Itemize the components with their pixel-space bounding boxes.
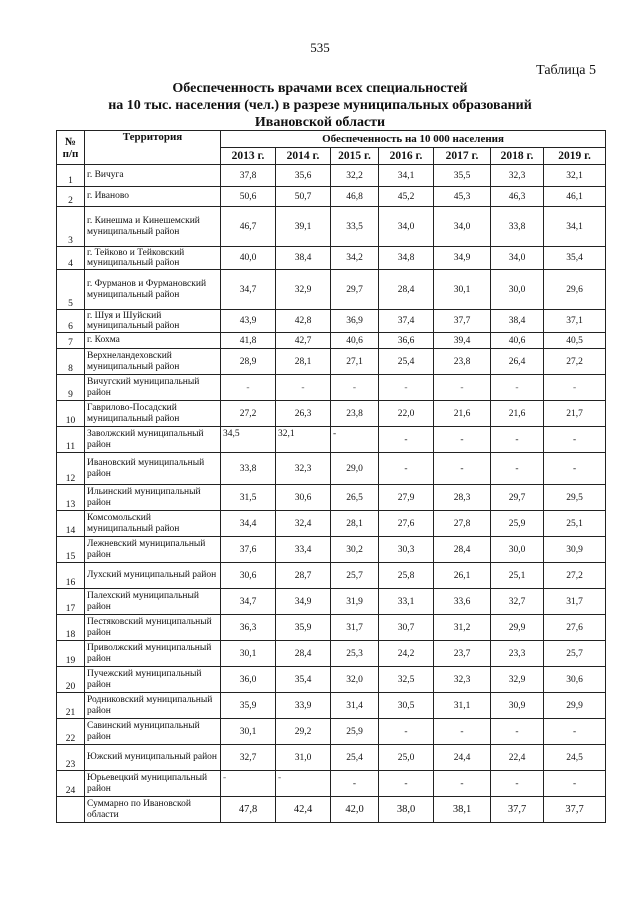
value-cell: 29,2	[276, 719, 331, 745]
territory-name: Заволжский муниципальный район	[85, 427, 221, 453]
value-cell: 45,2	[379, 187, 434, 207]
row-number: 21	[57, 693, 85, 719]
value-cell: 42,4	[276, 797, 331, 823]
table-row	[57, 453, 606, 485]
value-cell: 28,7	[276, 563, 331, 589]
value-cell: 34,7	[221, 270, 276, 310]
value-cell: 37,7	[544, 797, 606, 823]
table-row	[57, 641, 606, 667]
value-cell: 28,4	[276, 641, 331, 667]
value-cell: -	[276, 771, 331, 797]
value-cell: 27,9	[379, 485, 434, 511]
value-cell: 25,4	[331, 745, 379, 771]
value-cell: -	[491, 427, 544, 453]
territory-name: г. Вичуга	[85, 165, 221, 187]
value-cell: 27,2	[544, 349, 606, 375]
value-cell: 21,7	[544, 401, 606, 427]
value-cell: 35,9	[276, 615, 331, 641]
value-cell: 21,6	[491, 401, 544, 427]
value-cell: 27,6	[544, 615, 606, 641]
value-cell: 46,7	[221, 207, 276, 247]
value-cell: 38,0	[379, 797, 434, 823]
value-cell: 35,9	[221, 693, 276, 719]
row-number: 6	[57, 310, 85, 333]
value-cell: 31,1	[434, 693, 491, 719]
value-cell: 33,6	[434, 589, 491, 615]
value-cell: -	[434, 453, 491, 485]
value-cell: -	[491, 719, 544, 745]
row-number: 20	[57, 667, 85, 693]
value-cell: 24,5	[544, 745, 606, 771]
territory-name: Юрьевецкий муниципальный район	[85, 771, 221, 797]
territory-name: Лежневский муниципальный район	[85, 537, 221, 563]
value-cell: -	[491, 771, 544, 797]
table-row	[57, 333, 606, 349]
value-cell: -	[276, 375, 331, 401]
value-cell: 30,6	[276, 485, 331, 511]
territory-name: Пестяковский муниципальный район	[85, 615, 221, 641]
territory-name: Ильинский муниципальный район	[85, 485, 221, 511]
value-cell: -	[434, 719, 491, 745]
value-cell: 31,9	[331, 589, 379, 615]
header-year: 2013 г.	[221, 148, 276, 165]
value-cell: -	[379, 771, 434, 797]
value-cell: 50,7	[276, 187, 331, 207]
row-number: 13	[57, 485, 85, 511]
row-number: 2	[57, 187, 85, 207]
value-cell: -	[544, 375, 606, 401]
value-cell: 25,3	[331, 641, 379, 667]
value-cell: 21,6	[434, 401, 491, 427]
row-number: 10	[57, 401, 85, 427]
value-cell: 30,1	[221, 641, 276, 667]
value-cell: 38,1	[434, 797, 491, 823]
territory-name: Суммарно по Ивановской области	[85, 797, 221, 823]
value-cell: -	[331, 771, 379, 797]
row-number: 1	[57, 165, 85, 187]
value-cell: 32,9	[491, 667, 544, 693]
value-cell: 32,9	[276, 270, 331, 310]
value-cell: 46,3	[491, 187, 544, 207]
value-cell: 34,0	[434, 207, 491, 247]
territory-name: Родниковский муниципальный район	[85, 693, 221, 719]
value-cell: 35,4	[276, 667, 331, 693]
value-cell: 32,3	[491, 165, 544, 187]
row-number: 11	[57, 427, 85, 453]
value-cell: 29,9	[491, 615, 544, 641]
territory-name: г. Иваново	[85, 187, 221, 207]
value-cell: 26,5	[331, 485, 379, 511]
value-cell: -	[434, 375, 491, 401]
value-cell: 28,3	[434, 485, 491, 511]
header-year: 2016 г.	[379, 148, 434, 165]
value-cell: 24,2	[379, 641, 434, 667]
row-number: 9	[57, 375, 85, 401]
value-cell: 30,1	[434, 270, 491, 310]
row-number: 24	[57, 771, 85, 797]
value-cell: 36,0	[221, 667, 276, 693]
value-cell: 40,5	[544, 333, 606, 349]
value-cell: 40,6	[491, 333, 544, 349]
value-cell: 30,6	[221, 563, 276, 589]
value-cell: 34,9	[434, 247, 491, 270]
value-cell: 26,1	[434, 563, 491, 589]
value-cell: 32,3	[276, 453, 331, 485]
territory-name: Верхнеландеховский муниципальный район	[85, 349, 221, 375]
row-number: 23	[57, 745, 85, 771]
value-cell: 34,5	[221, 427, 276, 453]
territory-name: Южский муниципальный район	[85, 745, 221, 771]
value-cell: -	[331, 427, 379, 453]
table-row	[57, 401, 606, 427]
value-cell: 25,0	[379, 745, 434, 771]
territory-name: Савинский муниципальный район	[85, 719, 221, 745]
value-cell: 37,1	[544, 310, 606, 333]
value-cell: -	[379, 453, 434, 485]
value-cell: 36,6	[379, 333, 434, 349]
table-label: Таблица 5	[536, 63, 596, 78]
value-cell: 39,1	[276, 207, 331, 247]
value-cell: 28,4	[434, 537, 491, 563]
value-cell: 50,6	[221, 187, 276, 207]
value-cell: 36,9	[331, 310, 379, 333]
territory-name: Палехский муниципальный район	[85, 589, 221, 615]
value-cell: 29,7	[491, 485, 544, 511]
table-row	[57, 719, 606, 745]
value-cell: 31,0	[276, 745, 331, 771]
value-cell: 30,9	[544, 537, 606, 563]
value-cell: -	[379, 719, 434, 745]
value-cell: 32,2	[331, 165, 379, 187]
table-row	[57, 771, 606, 797]
table-row	[57, 375, 606, 401]
territory-name: Пучежский муниципальный район	[85, 667, 221, 693]
territory-name: г. Тейково и Тейковский муниципальный район	[85, 247, 221, 270]
value-cell: 39,4	[434, 333, 491, 349]
table-row	[57, 207, 606, 247]
row-number: 22	[57, 719, 85, 745]
value-cell: 30,9	[491, 693, 544, 719]
table-row	[57, 589, 606, 615]
value-cell: 31,5	[221, 485, 276, 511]
value-cell: 35,5	[434, 165, 491, 187]
table-row	[57, 187, 606, 207]
value-cell: 40,6	[331, 333, 379, 349]
title-line: Обеспеченность врачами всех специальностей	[172, 81, 468, 96]
header-territory: Территория	[85, 131, 221, 165]
value-cell: 33,9	[276, 693, 331, 719]
value-cell: 30,0	[491, 537, 544, 563]
table-row	[57, 667, 606, 693]
value-cell: 34,1	[544, 207, 606, 247]
value-cell: 36,3	[221, 615, 276, 641]
row-number: 8	[57, 349, 85, 375]
value-cell: -	[379, 427, 434, 453]
value-cell: 25,7	[544, 641, 606, 667]
value-cell: 24,4	[434, 745, 491, 771]
value-cell: 33,4	[276, 537, 331, 563]
value-cell: 29,6	[544, 270, 606, 310]
territory-name: Приволжский муниципальный район	[85, 641, 221, 667]
territory-name: Комсомольский муниципальный район	[85, 511, 221, 537]
value-cell: 25,9	[491, 511, 544, 537]
value-cell: 46,1	[544, 187, 606, 207]
value-cell: 28,9	[221, 349, 276, 375]
value-cell: 34,2	[331, 247, 379, 270]
header-year: 2017 г.	[434, 148, 491, 165]
value-cell: 25,4	[379, 349, 434, 375]
value-cell: 37,6	[221, 537, 276, 563]
territory-name: г. Шуя и Шуйский муниципальный район	[85, 310, 221, 333]
value-cell: 33,8	[491, 207, 544, 247]
value-cell: -	[544, 719, 606, 745]
row-number: 3	[57, 207, 85, 247]
value-cell: 41,8	[221, 333, 276, 349]
table-row	[57, 615, 606, 641]
value-cell: 42,7	[276, 333, 331, 349]
row-number: 18	[57, 615, 85, 641]
table-row	[57, 247, 606, 270]
row-number: 4	[57, 247, 85, 270]
territory-name: г. Кинешма и Кинешемский муниципальный район	[85, 207, 221, 247]
value-cell: -	[434, 771, 491, 797]
row-number: 19	[57, 641, 85, 667]
value-cell: 33,1	[379, 589, 434, 615]
value-cell: 29,7	[331, 270, 379, 310]
value-cell: 28,4	[379, 270, 434, 310]
table-row	[57, 349, 606, 375]
value-cell: 32,3	[434, 667, 491, 693]
table-row	[57, 537, 606, 563]
row-number: 12	[57, 453, 85, 485]
territory-name: Ивановский муниципальный район	[85, 453, 221, 485]
value-cell: 25,1	[544, 511, 606, 537]
territory-name: Лухский муниципальный район	[85, 563, 221, 589]
value-cell: 32,7	[491, 589, 544, 615]
value-cell: 34,0	[491, 247, 544, 270]
value-cell: 43,9	[221, 310, 276, 333]
doctors-per-10000-table	[56, 130, 606, 823]
value-cell: 37,7	[491, 797, 544, 823]
value-cell: 33,5	[331, 207, 379, 247]
table-row	[57, 745, 606, 771]
value-cell: 30,6	[544, 667, 606, 693]
row-number: 16	[57, 563, 85, 589]
document-title	[0, 80, 640, 131]
value-cell: 31,4	[331, 693, 379, 719]
header-year: 2014 г.	[276, 148, 331, 165]
value-cell: 30,1	[221, 719, 276, 745]
value-cell: 37,8	[221, 165, 276, 187]
table-row	[57, 270, 606, 310]
row-number: 7	[57, 333, 85, 349]
value-cell: 29,0	[331, 453, 379, 485]
value-cell: 37,4	[379, 310, 434, 333]
territory-name: Гаврилово-Посадский муниципальный район	[85, 401, 221, 427]
value-cell: -	[434, 427, 491, 453]
row-number: 15	[57, 537, 85, 563]
value-cell: 32,1	[544, 165, 606, 187]
table-row	[57, 693, 606, 719]
header-number: № п/п	[57, 131, 85, 165]
value-cell: 23,3	[491, 641, 544, 667]
table-row	[57, 563, 606, 589]
value-cell: 34,0	[379, 207, 434, 247]
value-cell: 27,1	[331, 349, 379, 375]
value-cell: 34,1	[379, 165, 434, 187]
row-number: 14	[57, 511, 85, 537]
table-row	[57, 165, 606, 187]
value-cell: 42,8	[276, 310, 331, 333]
value-cell: 30,2	[331, 537, 379, 563]
row-number: 17	[57, 589, 85, 615]
value-cell: 32,7	[221, 745, 276, 771]
header-provision-group: Обеспеченность на 10 000 населения	[221, 131, 606, 148]
value-cell: 30,3	[379, 537, 434, 563]
value-cell: 40,0	[221, 247, 276, 270]
value-cell: 27,2	[221, 401, 276, 427]
value-cell: 46,8	[331, 187, 379, 207]
value-cell: 34,8	[379, 247, 434, 270]
header-year: 2015 г.	[331, 148, 379, 165]
value-cell: 30,0	[491, 270, 544, 310]
value-cell: 27,2	[544, 563, 606, 589]
value-cell: 30,7	[379, 615, 434, 641]
value-cell: 22,0	[379, 401, 434, 427]
value-cell: 22,4	[491, 745, 544, 771]
value-cell: 31,7	[331, 615, 379, 641]
value-cell: 29,5	[544, 485, 606, 511]
value-cell: 23,7	[434, 641, 491, 667]
value-cell: 32,0	[331, 667, 379, 693]
value-cell: 28,1	[276, 349, 331, 375]
value-cell: 37,7	[434, 310, 491, 333]
value-cell: 27,8	[434, 511, 491, 537]
table-row	[57, 427, 606, 453]
table-row	[57, 511, 606, 537]
value-cell: -	[221, 771, 276, 797]
value-cell: 42,0	[331, 797, 379, 823]
value-cell: -	[544, 427, 606, 453]
value-cell: -	[331, 375, 379, 401]
value-cell: 23,8	[331, 401, 379, 427]
value-cell: 30,5	[379, 693, 434, 719]
header-year: 2019 г.	[544, 148, 606, 165]
value-cell: -	[379, 375, 434, 401]
territory-name: г. Кохма	[85, 333, 221, 349]
value-cell: 25,8	[379, 563, 434, 589]
value-cell: 35,6	[276, 165, 331, 187]
value-cell: 25,9	[331, 719, 379, 745]
value-cell: -	[491, 375, 544, 401]
value-cell: 33,8	[221, 453, 276, 485]
value-cell: 34,4	[221, 511, 276, 537]
value-cell: 34,9	[276, 589, 331, 615]
title-line: на 10 тыс. населения (чел.) в разрезе муниципальных образований	[108, 98, 532, 113]
value-cell: -	[221, 375, 276, 401]
value-cell: 25,7	[331, 563, 379, 589]
value-cell: 23,8	[434, 349, 491, 375]
value-cell: 26,3	[276, 401, 331, 427]
value-cell: 38,4	[491, 310, 544, 333]
value-cell: 26,4	[491, 349, 544, 375]
table-row	[57, 485, 606, 511]
value-cell: 32,4	[276, 511, 331, 537]
territory-name: г. Фурманов и Фурмановский муниципальный район	[85, 270, 221, 310]
value-cell: 47,8	[221, 797, 276, 823]
row-number: 5	[57, 270, 85, 310]
value-cell: 45,3	[434, 187, 491, 207]
value-cell: -	[544, 771, 606, 797]
header-year: 2018 г.	[491, 148, 544, 165]
value-cell: 31,7	[544, 589, 606, 615]
value-cell: 31,2	[434, 615, 491, 641]
title-line: Ивановской области	[254, 115, 386, 130]
value-cell: 34,7	[221, 589, 276, 615]
total-row	[57, 797, 606, 823]
value-cell: -	[491, 453, 544, 485]
value-cell: 38,4	[276, 247, 331, 270]
row-number	[57, 797, 85, 823]
territory-name: Вичугский муниципальный район	[85, 375, 221, 401]
value-cell: 32,5	[379, 667, 434, 693]
table-row	[57, 310, 606, 333]
value-cell: 27,6	[379, 511, 434, 537]
value-cell: 28,1	[331, 511, 379, 537]
value-cell: 29,9	[544, 693, 606, 719]
value-cell: 25,1	[491, 563, 544, 589]
page-number: 535	[310, 40, 330, 55]
value-cell: 32,1	[276, 427, 331, 453]
value-cell: 35,4	[544, 247, 606, 270]
value-cell: -	[544, 453, 606, 485]
